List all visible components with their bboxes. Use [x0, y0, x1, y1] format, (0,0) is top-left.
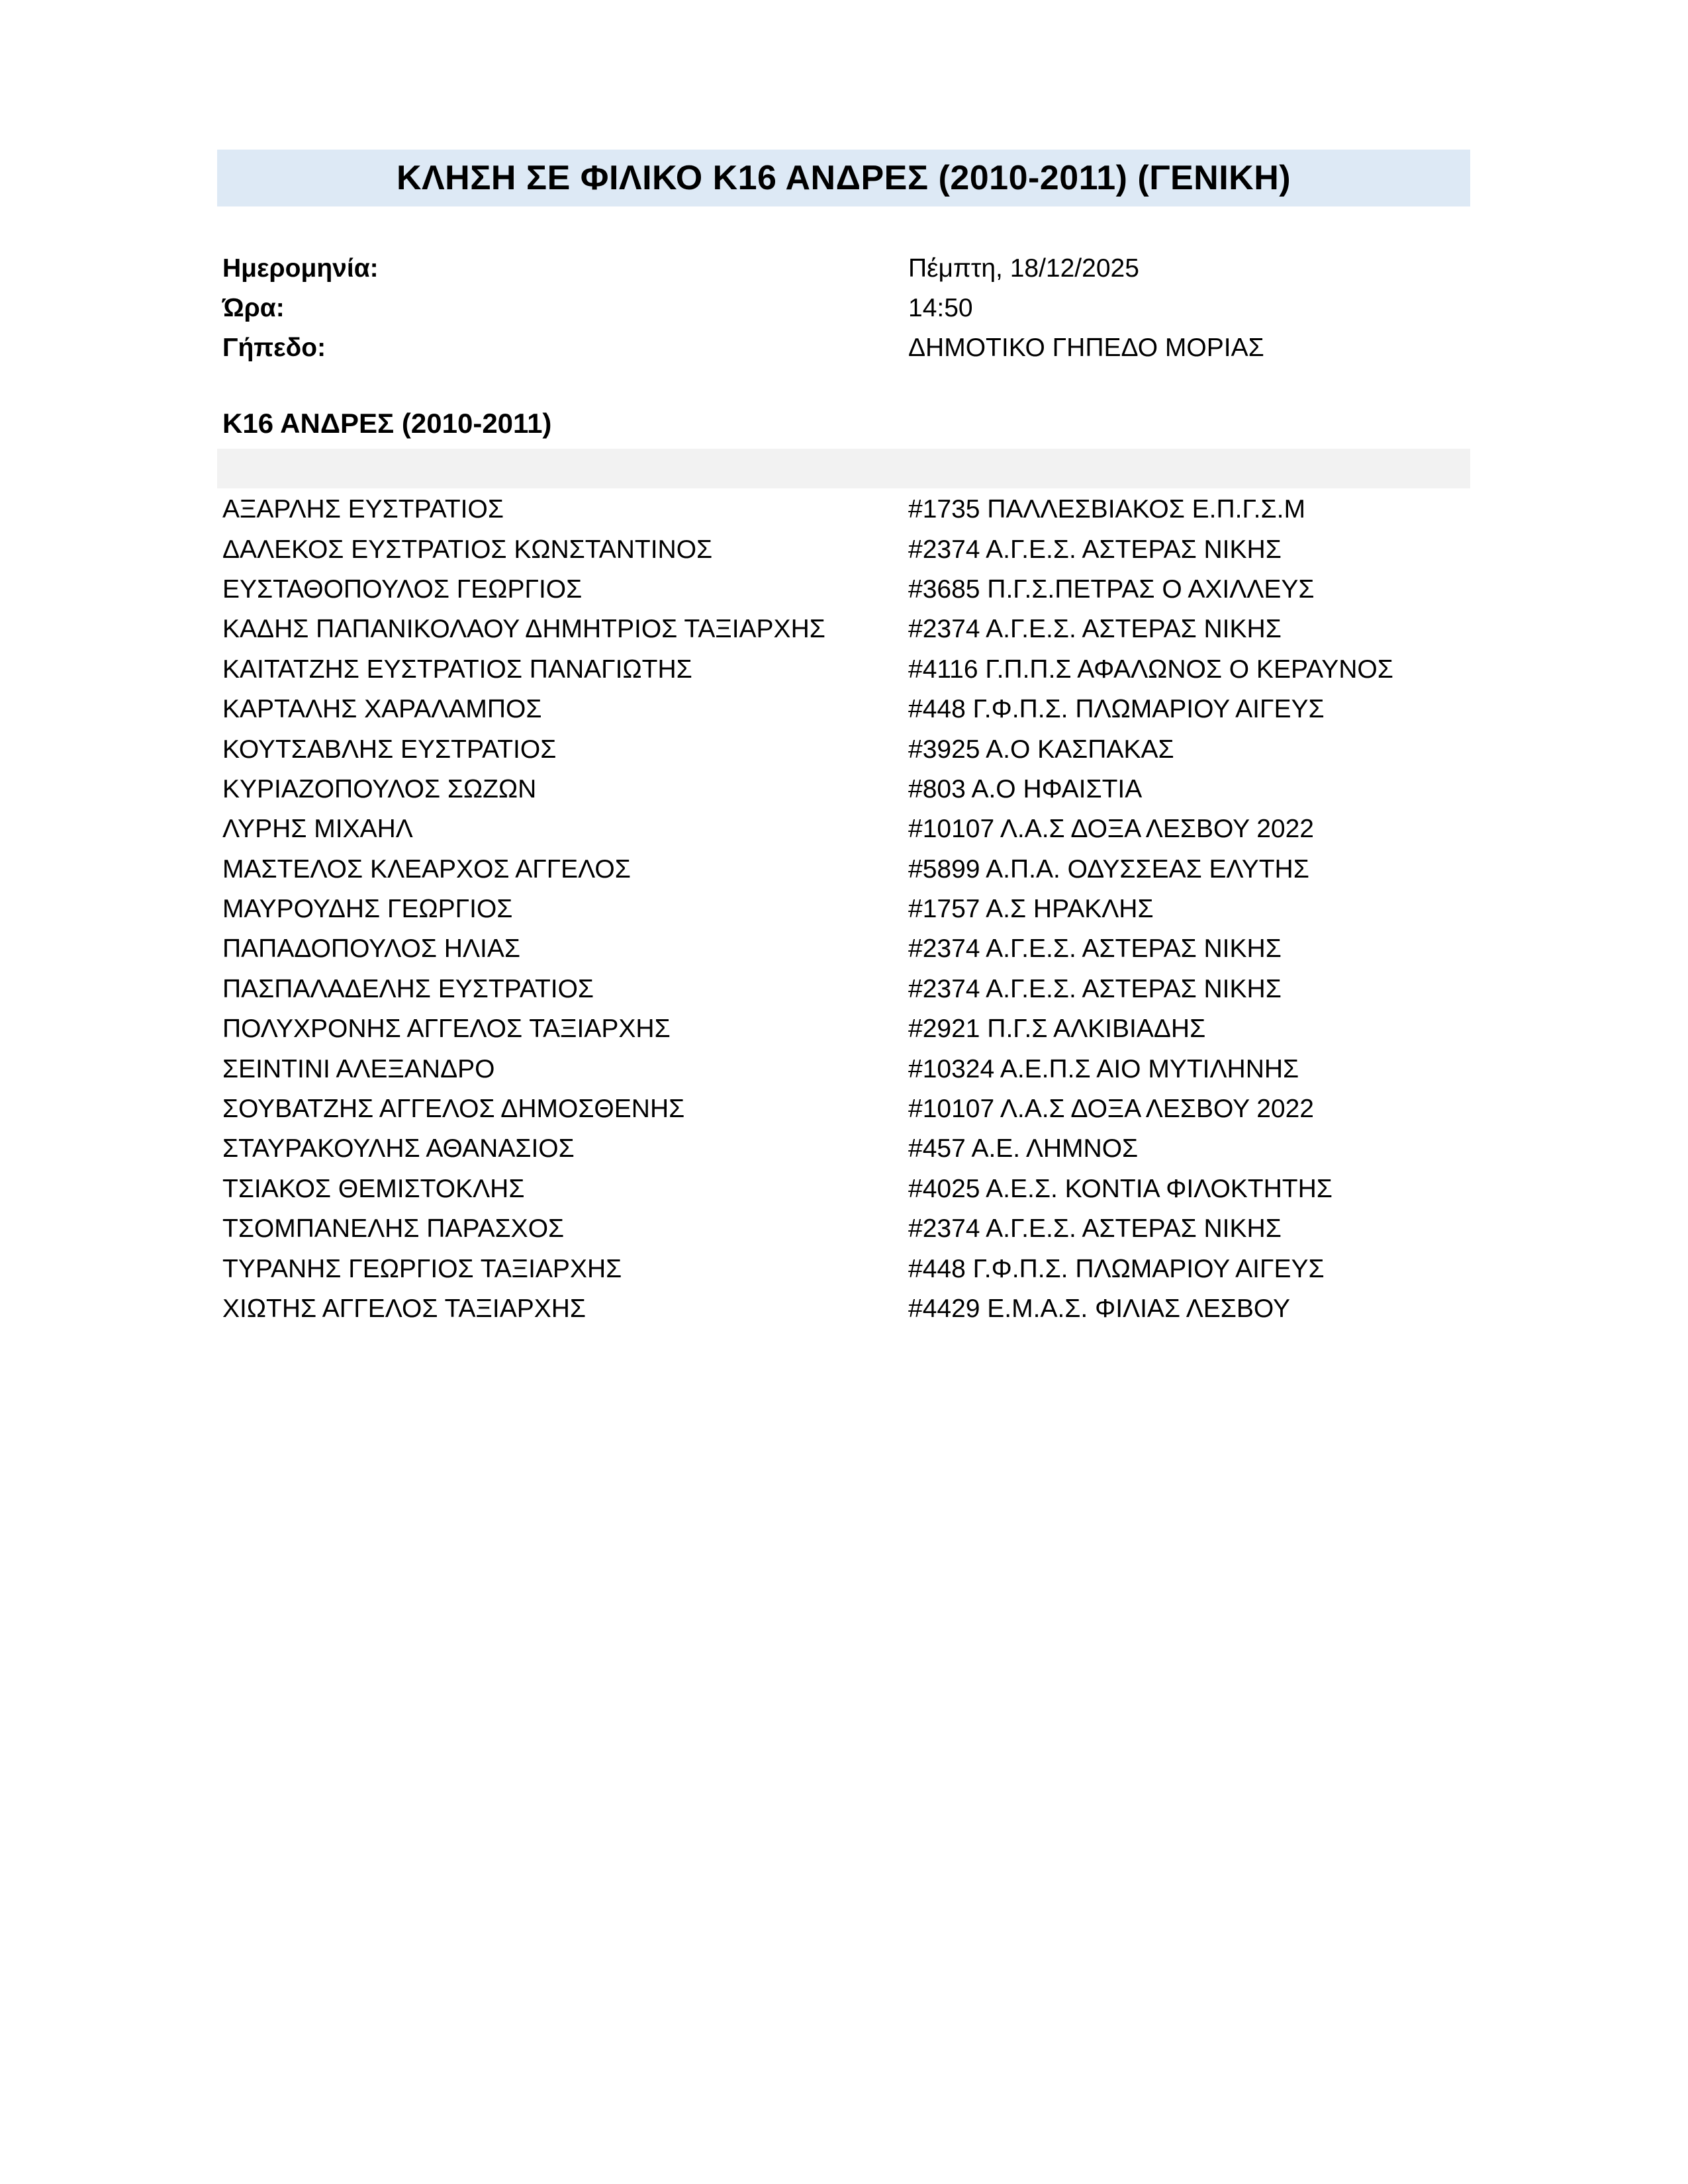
- list-item: [222, 809, 1467, 849]
- player-club: #4025 Α.Ε.Σ. ΚΟΝΤΙΑ ΦΙΛΟΚΤΗΤΗΣ: [908, 1174, 1333, 1203]
- list-item: [222, 970, 1467, 1009]
- list-item: [222, 850, 1467, 889]
- list-item: [222, 610, 1467, 649]
- list-item: [222, 529, 1467, 569]
- player-name: ΧΙΩΤΗΣ ΑΓΓΕΛΟΣ ΤΑΞΙΑΡΧΗΣ: [222, 1295, 586, 1323]
- info-row-venue: [222, 328, 1467, 368]
- player-name: ΕΥΣΤΑΘΟΠΟΥΛΟΣ ΓΕΩΡΓΙΟΣ: [222, 574, 583, 604]
- player-club: #448 Γ.Φ.Π.Σ. ΠΛΩΜΑΡΙΟΥ ΑΙΓΕΥΣ: [908, 1254, 1325, 1283]
- venue-label: Γήπεδο:: [222, 334, 326, 362]
- player-club: #1735 ΠΑΛΛΕΣΒΙΑΚΟΣ Ε.Π.Γ.Σ.Μ: [908, 495, 1305, 524]
- player-name: ΠΟΛΥΧΡΟΝΗΣ ΑΓΓΕΛΟΣ ΤΑΞΙΑΡΧΗΣ: [222, 1015, 671, 1044]
- list-item: [222, 1009, 1467, 1049]
- match-info: [222, 249, 1467, 368]
- list-item: [222, 690, 1467, 729]
- player-name: ΜΑΥΡΟΥΔΗΣ ΓΕΩΡΓΙΟΣ: [222, 895, 513, 924]
- player-club: #2921 Π.Γ.Σ ΑΛΚΙΒΙΑΔΗΣ: [908, 1015, 1206, 1044]
- list-item: [222, 1289, 1467, 1329]
- player-club: #3685 Π.Γ.Σ.ΠΕΤΡΑΣ Ο ΑΧΙΛΛΕΥΣ: [908, 574, 1315, 604]
- player-name: ΔΑΛΕΚΟΣ ΕΥΣΤΡΑΤΙΟΣ ΚΩΝΣΤΑΝΤΙΝΟΣ: [222, 535, 713, 564]
- info-row-time: [222, 289, 1467, 328]
- player-name: ΤΥΡΑΝΗΣ ΓΕΩΡΓΙΟΣ ΤΑΞΙΑΡΧΗΣ: [222, 1254, 622, 1283]
- header-band: [217, 449, 1470, 488]
- player-club: #2374 Α.Γ.Ε.Σ. ΑΣΤΕΡΑΣ ΝΙΚΗΣ: [908, 934, 1282, 964]
- player-club: #3925 Α.Ο ΚΑΣΠΑΚΑΣ: [908, 735, 1174, 764]
- player-name: ΛΥΡΗΣ ΜΙΧΑΗΛ: [222, 815, 413, 844]
- player-name: ΜΑΣΤΕΛΟΣ ΚΛΕΑΡΧΟΣ ΑΓΓΕΛΟΣ: [222, 854, 631, 884]
- player-club: #5899 Α.Π.Α. ΟΔΥΣΣΕΑΣ ΕΛΥΤΗΣ: [908, 854, 1309, 884]
- list-item: [222, 729, 1467, 769]
- time-label: Ώρα:: [222, 294, 285, 322]
- player-name: ΑΞΑΡΛΗΣ ΕΥΣΤΡΑΤΙΟΣ: [222, 495, 504, 524]
- page-title: ΚΛΗΣΗ ΣΕ ΦΙΛΙΚΟ Κ16 ΑΝΔΡΕΣ (2010-2011) (ΓΕΝΙΚΗ): [396, 159, 1291, 197]
- player-name: ΚΑΙΤΑΤΖΗΣ ΕΥΣΤΡΑΤΙΟΣ ΠΑΝΑΓΙΩΤΗΣ: [222, 655, 692, 684]
- info-row-date: [222, 249, 1467, 289]
- list-item: [222, 1249, 1467, 1289]
- player-name: ΚΑΡΤΑΛΗΣ ΧΑΡΑΛΑΜΠΟΣ: [222, 695, 542, 724]
- list-item: [222, 570, 1467, 610]
- date-value: Πέμπτη, 18/12/2025: [908, 254, 1139, 283]
- list-item: [222, 1209, 1467, 1249]
- player-name: ΚΥΡΙΑΖΟΠΟΥΛΟΣ ΣΩΖΩΝ: [222, 774, 537, 803]
- list-item: [222, 929, 1467, 969]
- list-item: [222, 490, 1467, 529]
- player-name: ΤΣΙΑΚΟΣ ΘΕΜΙΣΤΟΚΛΗΣ: [222, 1174, 525, 1203]
- player-club: #2374 Α.Γ.Ε.Σ. ΑΣΤΕΡΑΣ ΝΙΚΗΣ: [908, 1214, 1282, 1244]
- section-heading: Κ16 ΑΝΔΡΕΣ (2010-2011): [222, 408, 552, 439]
- player-name: ΚΑΔΗΣ ΠΑΠΑΝΙΚΟΛΑΟΥ ΔΗΜΗΤΡΙΟΣ ΤΑΞΙΑΡΧΗΣ: [222, 615, 825, 644]
- list-item: [222, 650, 1467, 690]
- player-club: #4116 Γ.Π.Π.Σ ΑΦΑΛΩΝΟΣ Ο ΚΕΡΑΥΝΟΣ: [908, 655, 1393, 684]
- list-item: [222, 889, 1467, 929]
- list-item: [222, 1129, 1467, 1169]
- player-club: #4429 Ε.Μ.Α.Σ. ΦΙΛΙΑΣ ΛΕΣΒΟΥ: [908, 1295, 1291, 1323]
- venue-value: ΔΗΜΟΤΙΚΟ ΓΗΠΕΔΟ ΜΟΡΙΑΣ: [908, 334, 1264, 362]
- player-club: #2374 Α.Γ.Ε.Σ. ΑΣΤΕΡΑΣ ΝΙΚΗΣ: [908, 615, 1282, 644]
- player-club: #10107 Λ.Α.Σ ΔΟΞΑ ΛΕΣΒΟΥ 2022: [908, 815, 1314, 844]
- player-club: #10107 Λ.Α.Σ ΔΟΞΑ ΛΕΣΒΟΥ 2022: [908, 1095, 1314, 1124]
- player-club: #803 Α.Ο ΗΦΑΙΣΤΙΑ: [908, 774, 1143, 803]
- player-name: ΤΣΟΜΠΑΝΕΛΗΣ ΠΑΡΑΣΧΟΣ: [222, 1214, 565, 1244]
- player-club: #1757 Α.Σ ΗΡΑΚΛΗΣ: [908, 895, 1154, 924]
- list-item: [222, 770, 1467, 809]
- player-club: #2374 Α.Γ.Ε.Σ. ΑΣΤΕΡΑΣ ΝΙΚΗΣ: [908, 974, 1282, 1003]
- date-label: Ημερομηνία:: [222, 254, 379, 283]
- list-item: [222, 1049, 1467, 1089]
- player-club: #2374 Α.Γ.Ε.Σ. ΑΣΤΕΡΑΣ ΝΙΚΗΣ: [908, 535, 1282, 564]
- player-list: [222, 490, 1467, 1329]
- player-name: ΣΤΑΥΡΑΚΟΥΛΗΣ ΑΘΑΝΑΣΙΟΣ: [222, 1134, 575, 1163]
- player-club: #448 Γ.Φ.Π.Σ. ΠΛΩΜΑΡΙΟΥ ΑΙΓΕΥΣ: [908, 695, 1325, 724]
- list-item: [222, 1089, 1467, 1129]
- player-name: ΚΟΥΤΣΑΒΛΗΣ ΕΥΣΤΡΑΤΙΟΣ: [222, 735, 557, 764]
- list-item: [222, 1169, 1467, 1209]
- player-name: ΣΟΥΒΑΤΖΗΣ ΑΓΓΕΛΟΣ ΔΗΜΟΣΘΕΝΗΣ: [222, 1095, 685, 1124]
- player-club: #10324 Α.Ε.Π.Σ ΑΙΟ ΜΥΤΙΛΗΝΗΣ: [908, 1054, 1299, 1083]
- player-name: ΠΑΣΠΑΛΑΔΕΛΗΣ ΕΥΣΤΡΑΤΙΟΣ: [222, 974, 594, 1003]
- title-bar: [217, 150, 1470, 206]
- player-club: #457 Α.Ε. ΛΗΜΝΟΣ: [908, 1134, 1139, 1163]
- player-name: ΠΑΠΑΔΟΠΟΥΛΟΣ ΗΛΙΑΣ: [222, 934, 520, 964]
- player-name: ΣΕΙΝΤΙΝΙ ΑΛΕΞΑΝΔΡΟ: [222, 1054, 495, 1083]
- time-value: 14:50: [908, 294, 973, 322]
